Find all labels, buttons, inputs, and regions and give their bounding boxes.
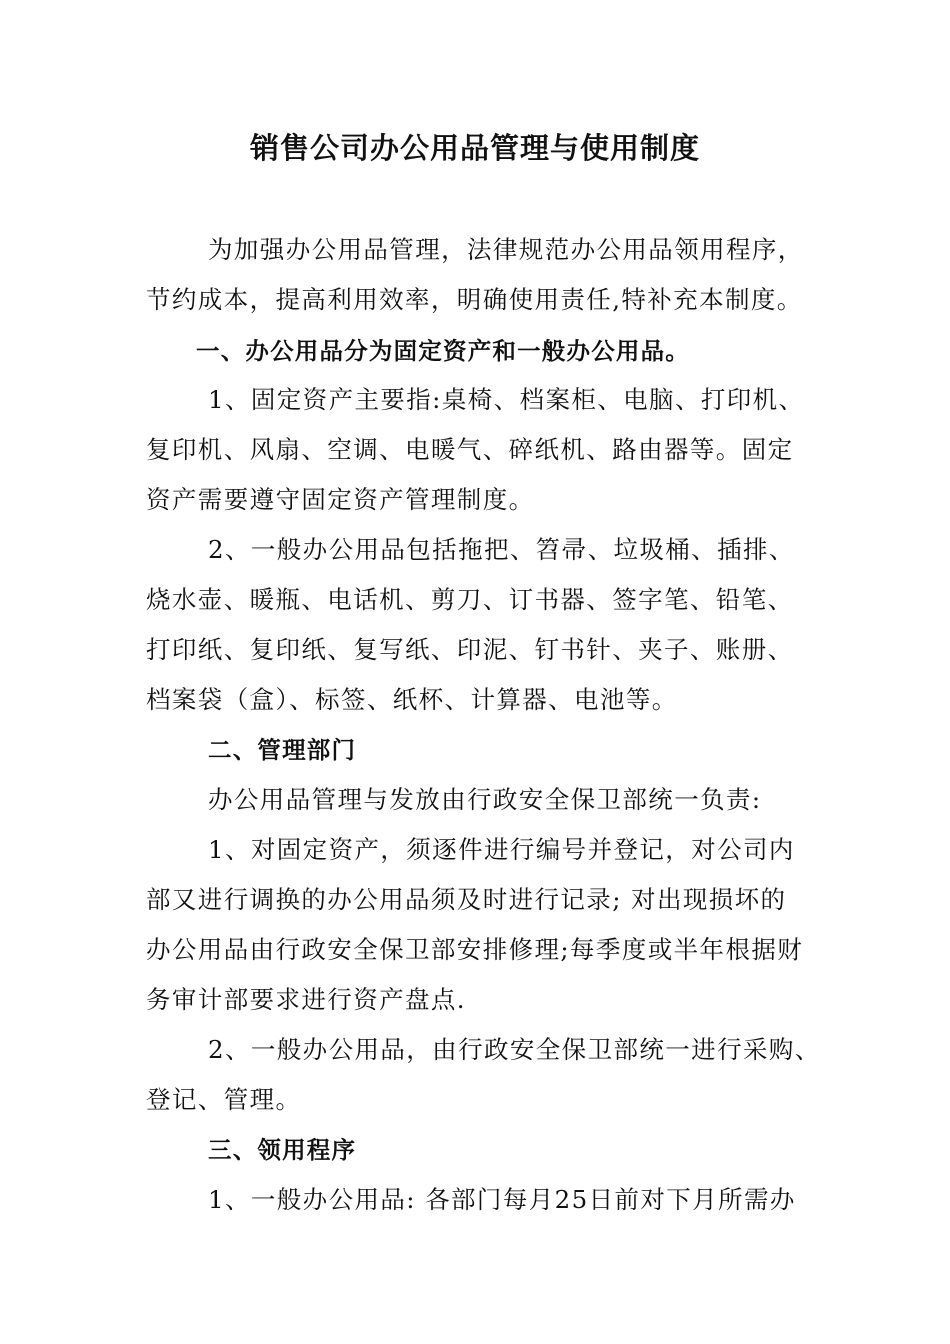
paragraph-line: 节约成本，提高利用效率，明确使用责任,特补充本制度。 [146, 285, 803, 314]
paragraph-line: 资产需要遵守固定资产管理制度。 [146, 485, 535, 514]
paragraph-line: 档案袋（盒）、标签、纸杯、计算器、电池等。 [146, 685, 678, 714]
paragraph-line: 办公用品管理与发放由行政安全保卫部统一负责: [208, 785, 762, 814]
paragraph-line: 1、固定资产主要指:桌椅、档案柜、电脑、打印机、 [208, 385, 805, 414]
paragraph-line: 1、对固定资产，须逐件进行编号并登记，对公司内 [208, 835, 795, 864]
paragraph-line: 办公用品由行政安全保卫部安排修理;每季度或半年根据财 [146, 935, 804, 964]
document-title: 销售公司办公用品管理与使用制度 [249, 131, 700, 165]
section-heading: 三、领用程序 [208, 1136, 357, 1164]
paragraph-line: 烧水壶、暖瓶、电话机、剪刀、订书器、签字笔、铅笔、 [146, 585, 794, 614]
section-heading: 一、办公用品分为固定资产和一般办公用品。 [196, 337, 690, 365]
paragraph-line: 打印纸、复印纸、复写纸、印泥、钉书针、夹子、账册、 [146, 635, 794, 664]
paragraph-line: 1、一般办公用品: 各部门每月25日前对下月所需办 [208, 1185, 796, 1214]
paragraph-line: 务审计部要求进行资产盘点. [146, 985, 466, 1014]
paragraph-line: 复印机、风扇、空调、电暖气、碎纸机、路由器等。固定 [146, 435, 794, 464]
paragraph-line: 部又进行调换的办公用品须及时进行记录; 对出现损坏的 [146, 885, 787, 914]
paragraph-line: 2、一般办公用品包括拖把、笤帚、垃圾桶、插排、 [208, 535, 795, 564]
section-heading: 二、管理部门 [208, 736, 357, 764]
paragraph-line: 2、一般办公用品，由行政安全保卫部统一进行采购、 [208, 1035, 821, 1064]
paragraph-line: 登记、管理。 [146, 1085, 302, 1114]
paragraph-line: 为加强办公用品管理，法律规范办公用品领用程序， [208, 235, 804, 264]
